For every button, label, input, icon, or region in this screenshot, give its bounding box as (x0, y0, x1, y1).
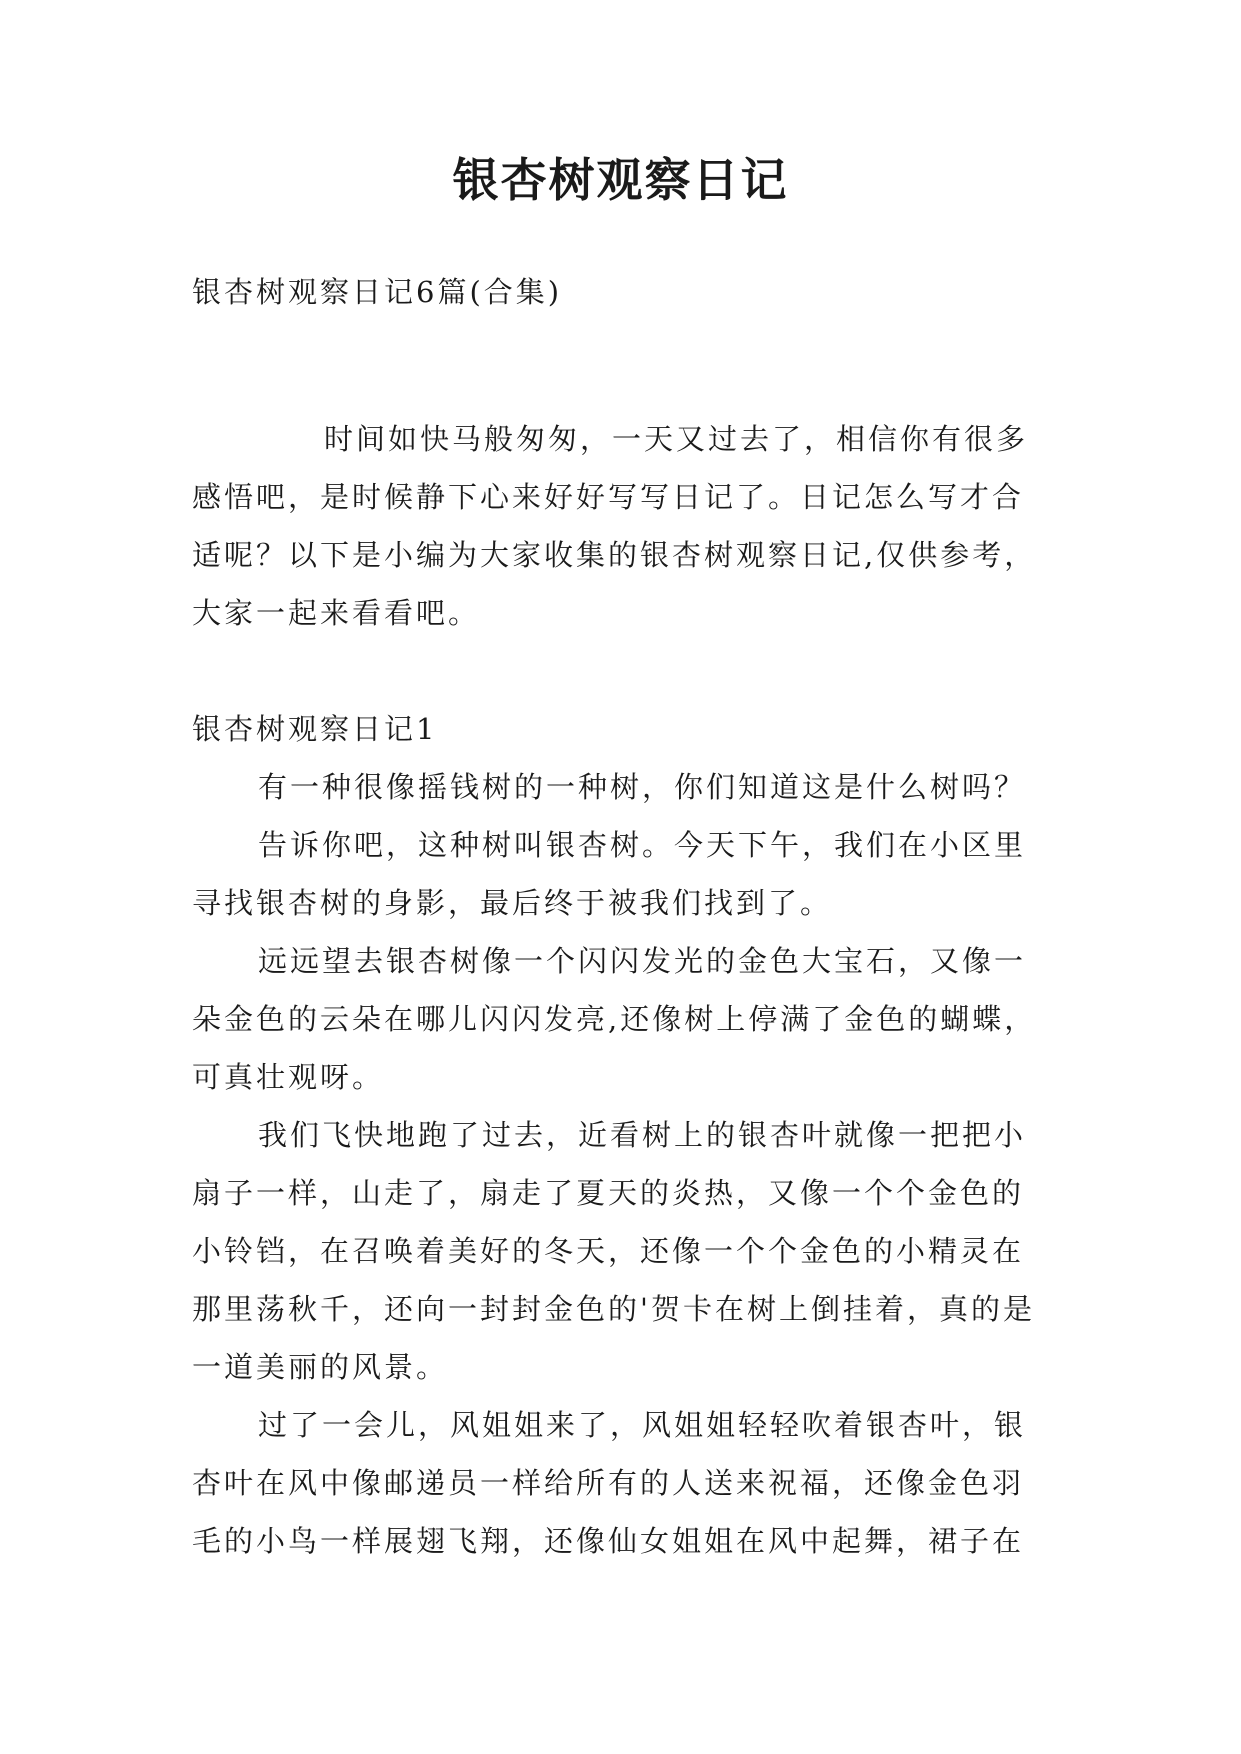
intro-paragraph: 时间如快马般匆匆，一天又过去了，相信你有很多感悟吧，是时候静下心来好好写写日记了。日记怎么写才合适呢？以下是小编为大家收集的银杏树观察日记,仅供参考，大家一起来看看吧。 (192, 422, 1037, 630)
intro-block (192, 410, 1052, 642)
diary-section-1 (192, 700, 1052, 1570)
paragraph: 我们飞快地跑了过去，近看树上的银杏叶就像一把把小扇子一样，山走了，扇走了夏天的炎热，又像一个个金色的小铃铛，在召唤着美好的冬天，还像一个个金色的小精灵在那里荡秋千，还向一封封金色的'贺卡在树上倒挂着，真的是一道美丽的风景。 (192, 1118, 1035, 1384)
paragraph: 告诉你吧，这种树叫银杏树。今天下午，我们在小区里寻找银杏树的身影，最后终于被我们找到了。 (192, 828, 1027, 920)
paragraph: 远远望去银杏树像一个闪闪发光的金色大宝石，又像一朵金色的云朵在哪儿闪闪发亮,还像树上停满了金色的蝴蝶，可真壮观呀。 (192, 944, 1037, 1094)
paragraph: 有一种很像摇钱树的一种树，你们知道这是什么树吗？ (258, 770, 1027, 804)
paragraph: 过了一会儿，风姐姐来了，风姐姐轻轻吹着银杏叶，银杏叶在风中像邮递员一样给所有的人送来祝福，还像金色羽毛的小鸟一样展翅飞翔，还像仙女姐姐在风中起舞，裙子在 (192, 1408, 1027, 1558)
document-title: 银杏树观察日记 (452, 153, 789, 207)
section-heading: 银杏树观察日记1 (192, 712, 438, 746)
document-subtitle: 银杏树观察日记6篇(合集) (192, 275, 563, 309)
